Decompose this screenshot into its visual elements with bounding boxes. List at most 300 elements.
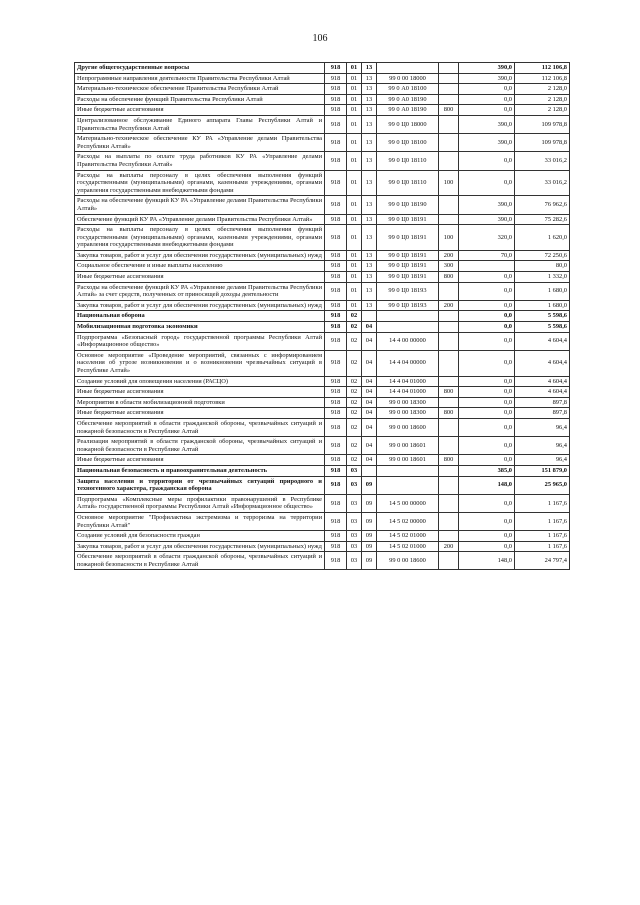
row-subsection-cell: 04 xyxy=(362,387,377,398)
row-subsection-cell: 13 xyxy=(362,261,377,272)
row-subsection-cell: 13 xyxy=(362,196,377,214)
row-subsection-cell: 09 xyxy=(362,531,377,542)
row-amount-2-cell: 72 250,6 xyxy=(515,250,570,261)
row-amount-2-cell: 1 167,6 xyxy=(515,541,570,552)
row-expense-type-cell: 200 xyxy=(439,541,459,552)
row-grbs-cell: 918 xyxy=(325,73,347,84)
row-target-article-cell: 99 0 Ц0 18000 xyxy=(377,115,439,133)
row-subsection-cell: 09 xyxy=(362,552,377,570)
row-grbs-cell: 918 xyxy=(325,387,347,398)
row-amount-1-cell: 70,0 xyxy=(459,250,515,261)
row-amount-1-cell: 390,0 xyxy=(459,214,515,225)
row-target-article-cell: 14 5 02 01000 xyxy=(377,541,439,552)
row-subsection-cell: 04 xyxy=(362,322,377,333)
row-expense-type-cell xyxy=(439,397,459,408)
row-amount-1-cell: 148,0 xyxy=(459,552,515,570)
row-section-cell: 02 xyxy=(347,437,362,455)
row-expense-type-cell xyxy=(439,332,459,350)
row-amount-1-cell: 385,0 xyxy=(459,465,515,476)
row-section-cell: 02 xyxy=(347,350,362,376)
table-row xyxy=(75,465,570,476)
row-name-cell: Централизованное обслуживание Единого аппарата Главы Республики Алтай и Правительства Республики Алтай xyxy=(75,115,325,133)
row-section-cell: 01 xyxy=(347,214,362,225)
row-grbs-cell: 918 xyxy=(325,476,347,494)
table-row xyxy=(75,531,570,542)
page-number: 106 xyxy=(312,33,328,44)
row-name-cell: Обеспечение мероприятий в области гражданской обороны, чрезвычайных ситуаций и пожарной безопасности в Республике Алтай xyxy=(75,418,325,436)
row-amount-2-cell: 897,8 xyxy=(515,397,570,408)
row-section-cell: 01 xyxy=(347,115,362,133)
row-section-cell: 01 xyxy=(347,73,362,84)
row-section-cell: 02 xyxy=(347,311,362,322)
row-section-cell: 03 xyxy=(347,476,362,494)
row-name-cell: Закупка товаров, работ и услуг для обеспечения государственных (муниципальных) нужд xyxy=(75,541,325,552)
row-grbs-cell: 918 xyxy=(325,170,347,196)
row-section-cell: 02 xyxy=(347,397,362,408)
row-target-article-cell: 99 0 Ц0 18193 xyxy=(377,282,439,300)
row-expense-type-cell xyxy=(439,214,459,225)
row-section-cell: 01 xyxy=(347,250,362,261)
row-target-article-cell: 99 0 Ц0 18110 xyxy=(377,152,439,170)
row-expense-type-cell: 800 xyxy=(439,455,459,466)
row-grbs-cell: 918 xyxy=(325,512,347,530)
row-name-cell: Расходы на выплаты персоналу в целях обеспечения выполнения функций государственными (муниципальными) органами, казенными учреждениями, органами управления государственными внебюджетными фондами xyxy=(75,225,325,251)
row-amount-2-cell: 25 965,0 xyxy=(515,476,570,494)
row-name-cell: Расходы на выплаты персоналу в целях обеспечения выполнения функций государственными (муниципальными) органами, казенными учреждениями, органами управления государственными внебюджетными фондами xyxy=(75,170,325,196)
row-expense-type-cell xyxy=(439,84,459,95)
row-amount-1-cell: 0,0 xyxy=(459,311,515,322)
row-section-cell: 01 xyxy=(347,152,362,170)
row-amount-1-cell: 0,0 xyxy=(459,541,515,552)
row-target-article-cell xyxy=(377,465,439,476)
row-name-cell: Расходы на обеспечение функций КУ РА «Управление делами Правительства Республики Алтай» за счет средств, полученных от приносящей доходы деятельности xyxy=(75,282,325,300)
row-amount-2-cell: 75 282,6 xyxy=(515,214,570,225)
row-section-cell: 01 xyxy=(347,225,362,251)
row-amount-1-cell: 0,0 xyxy=(459,455,515,466)
row-section-cell: 01 xyxy=(347,105,362,116)
row-name-cell: Обеспечение мероприятий в области гражданской обороны, чрезвычайных ситуаций и пожарной безопасности в Республике Алтай xyxy=(75,552,325,570)
row-target-article-cell: 99 0 Ц0 18193 xyxy=(377,300,439,311)
row-amount-2-cell: 151 879,0 xyxy=(515,465,570,476)
row-subsection-cell: 13 xyxy=(362,282,377,300)
row-grbs-cell: 918 xyxy=(325,494,347,512)
row-target-article-cell xyxy=(377,63,439,74)
row-grbs-cell: 918 xyxy=(325,350,347,376)
row-subsection-cell: 04 xyxy=(362,455,377,466)
row-amount-2-cell: 4 604,4 xyxy=(515,350,570,376)
row-grbs-cell: 918 xyxy=(325,397,347,408)
row-section-cell: 01 xyxy=(347,170,362,196)
row-subsection-cell xyxy=(362,465,377,476)
row-amount-1-cell: 0,0 xyxy=(459,531,515,542)
row-name-cell: Иные бюджетные ассигнования xyxy=(75,408,325,419)
row-subsection-cell: 09 xyxy=(362,476,377,494)
row-grbs-cell: 918 xyxy=(325,152,347,170)
row-expense-type-cell: 800 xyxy=(439,272,459,283)
row-name-cell: Основное мероприятие "Профилактика экстремизма и терроризма на территории Республики Алтай" xyxy=(75,512,325,530)
row-amount-2-cell: 1 680,0 xyxy=(515,300,570,311)
table-row xyxy=(75,476,570,494)
row-amount-2-cell: 1 167,6 xyxy=(515,512,570,530)
row-amount-2-cell: 1 620,0 xyxy=(515,225,570,251)
row-subsection-cell: 13 xyxy=(362,214,377,225)
row-expense-type-cell xyxy=(439,437,459,455)
row-expense-type-cell: 800 xyxy=(439,408,459,419)
row-expense-type-cell xyxy=(439,282,459,300)
row-name-cell: Национальная безопасность и правоохранительная деятельность xyxy=(75,465,325,476)
row-target-article-cell: 99 0 Ц0 18191 xyxy=(377,250,439,261)
row-amount-2-cell: 4 604,4 xyxy=(515,376,570,387)
row-name-cell: Расходы на выплаты по оплате труда работников КУ РА «Управление делами Правительства Республики Алтай» xyxy=(75,152,325,170)
row-subsection-cell: 09 xyxy=(362,494,377,512)
row-target-article-cell: 99 0 А0 18100 xyxy=(377,84,439,95)
row-amount-1-cell: 0,0 xyxy=(459,332,515,350)
row-grbs-cell: 918 xyxy=(325,63,347,74)
row-name-cell: Материально-техническое обеспечение Правительства Республики Алтай xyxy=(75,84,325,95)
row-section-cell: 03 xyxy=(347,531,362,542)
row-target-article-cell xyxy=(377,311,439,322)
row-subsection-cell: 13 xyxy=(362,250,377,261)
row-subsection-cell: 09 xyxy=(362,541,377,552)
row-expense-type-cell xyxy=(439,465,459,476)
row-expense-type-cell: 800 xyxy=(439,387,459,398)
row-expense-type-cell: 300 xyxy=(439,261,459,272)
row-name-cell: Непрограммные направления деятельности Правительства Республики Алтай xyxy=(75,73,325,84)
row-section-cell: 02 xyxy=(347,332,362,350)
row-amount-2-cell: 1 680,0 xyxy=(515,282,570,300)
row-section-cell: 01 xyxy=(347,196,362,214)
row-subsection-cell: 09 xyxy=(362,512,377,530)
row-name-cell: Иные бюджетные ассигнования xyxy=(75,387,325,398)
row-expense-type-cell: 200 xyxy=(439,300,459,311)
row-subsection-cell: 13 xyxy=(362,300,377,311)
row-section-cell: 02 xyxy=(347,322,362,333)
row-section-cell: 02 xyxy=(347,455,362,466)
table-row xyxy=(75,397,570,408)
row-target-article-cell xyxy=(377,476,439,494)
row-subsection-cell: 13 xyxy=(362,152,377,170)
row-amount-1-cell: 390,0 xyxy=(459,134,515,152)
row-amount-1-cell: 390,0 xyxy=(459,196,515,214)
row-subsection-cell: 13 xyxy=(362,115,377,133)
row-amount-1-cell: 0,0 xyxy=(459,152,515,170)
table-row xyxy=(75,418,570,436)
row-amount-2-cell: 1 167,6 xyxy=(515,531,570,542)
row-expense-type-cell xyxy=(439,494,459,512)
row-subsection-cell: 04 xyxy=(362,397,377,408)
row-target-article-cell: 14 5 02 00000 xyxy=(377,512,439,530)
row-grbs-cell: 918 xyxy=(325,282,347,300)
row-amount-1-cell: 0,0 xyxy=(459,494,515,512)
row-amount-2-cell: 109 978,8 xyxy=(515,134,570,152)
row-amount-2-cell: 33 016,2 xyxy=(515,170,570,196)
row-section-cell: 01 xyxy=(347,272,362,283)
row-name-cell: Защита населения и территории от чрезвычайных ситуаций природного и техногенного характера, гражданская оборона xyxy=(75,476,325,494)
row-expense-type-cell xyxy=(439,196,459,214)
row-grbs-cell: 918 xyxy=(325,311,347,322)
row-name-cell: Подпрограмма «Комплексные меры профилактики правонарушений в Республике Алтай» государственной программы Республики Алтай «Информационное общество» xyxy=(75,494,325,512)
row-amount-1-cell: 0,0 xyxy=(459,397,515,408)
row-amount-1-cell: 320,0 xyxy=(459,225,515,251)
row-amount-2-cell: 2 128,0 xyxy=(515,105,570,116)
table-row xyxy=(75,134,570,152)
row-amount-1-cell: 0,0 xyxy=(459,512,515,530)
row-target-article-cell: 99 0 Ц0 18190 xyxy=(377,196,439,214)
row-expense-type-cell xyxy=(439,115,459,133)
row-target-article-cell: 99 0 00 18600 xyxy=(377,552,439,570)
row-name-cell: Социальное обеспечение и иные выплаты населению xyxy=(75,261,325,272)
row-expense-type-cell xyxy=(439,552,459,570)
row-grbs-cell: 918 xyxy=(325,541,347,552)
table-row xyxy=(75,350,570,376)
row-name-cell: Материально-техническое обеспечение КУ РА «Управление делами Правительства Республики Алтай» xyxy=(75,134,325,152)
row-amount-2-cell: 2 128,0 xyxy=(515,84,570,95)
row-expense-type-cell xyxy=(439,512,459,530)
row-target-article-cell: 99 0 00 18000 xyxy=(377,73,439,84)
table-row xyxy=(75,300,570,311)
row-expense-type-cell: 100 xyxy=(439,225,459,251)
row-expense-type-cell xyxy=(439,322,459,333)
row-target-article-cell: 99 0 00 18601 xyxy=(377,437,439,455)
row-target-article-cell: 99 0 00 18300 xyxy=(377,408,439,419)
row-amount-1-cell: 390,0 xyxy=(459,73,515,84)
row-subsection-cell: 13 xyxy=(362,105,377,116)
row-target-article-cell: 99 0 А0 18190 xyxy=(377,94,439,105)
table-row xyxy=(75,282,570,300)
table-row xyxy=(75,115,570,133)
row-name-cell: Расходы на обеспечение функций КУ РА «Управление делами Правительства Республики Алтай» xyxy=(75,196,325,214)
row-amount-1-cell: 390,0 xyxy=(459,63,515,74)
row-expense-type-cell xyxy=(439,376,459,387)
row-subsection-cell: 13 xyxy=(362,94,377,105)
row-amount-1-cell: 0,0 xyxy=(459,272,515,283)
row-amount-2-cell: 112 106,8 xyxy=(515,63,570,74)
row-section-cell: 03 xyxy=(347,512,362,530)
row-grbs-cell: 918 xyxy=(325,332,347,350)
row-expense-type-cell xyxy=(439,134,459,152)
row-amount-2-cell: 5 598,6 xyxy=(515,322,570,333)
row-grbs-cell: 918 xyxy=(325,531,347,542)
row-target-article-cell: 99 0 Ц0 18110 xyxy=(377,170,439,196)
row-name-cell: Расходы на обеспечение функций Правительства Республики Алтай xyxy=(75,94,325,105)
row-grbs-cell: 918 xyxy=(325,196,347,214)
row-name-cell: Создание условий для оповещения населения (РАСЦО) xyxy=(75,376,325,387)
row-grbs-cell: 918 xyxy=(325,376,347,387)
row-amount-2-cell: 1 167,6 xyxy=(515,494,570,512)
row-section-cell: 03 xyxy=(347,494,362,512)
table-row xyxy=(75,494,570,512)
row-name-cell: Основное мероприятие «Проведение мероприятий, связанных с информированием населения об угрозе возникновения и о возникновении чрезвычайных ситуаций в Республике Алтай» xyxy=(75,350,325,376)
row-grbs-cell: 918 xyxy=(325,94,347,105)
row-name-cell: Другие общегосударственные вопросы xyxy=(75,63,325,74)
row-amount-1-cell: 0,0 xyxy=(459,170,515,196)
row-subsection-cell xyxy=(362,311,377,322)
row-name-cell: Иные бюджетные ассигнования xyxy=(75,105,325,116)
row-section-cell: 03 xyxy=(347,465,362,476)
row-subsection-cell: 04 xyxy=(362,437,377,455)
row-grbs-cell: 918 xyxy=(325,437,347,455)
table-row xyxy=(75,541,570,552)
row-amount-2-cell: 897,8 xyxy=(515,408,570,419)
row-amount-1-cell: 0,0 xyxy=(459,282,515,300)
table-row xyxy=(75,152,570,170)
row-amount-1-cell: 0,0 xyxy=(459,350,515,376)
row-target-article-cell: 14 5 00 00000 xyxy=(377,494,439,512)
table-row xyxy=(75,94,570,105)
row-amount-1-cell xyxy=(459,261,515,272)
row-subsection-cell: 13 xyxy=(362,134,377,152)
row-section-cell: 01 xyxy=(347,134,362,152)
row-amount-1-cell: 0,0 xyxy=(459,322,515,333)
row-grbs-cell: 918 xyxy=(325,465,347,476)
row-amount-2-cell: 96,4 xyxy=(515,418,570,436)
row-target-article-cell xyxy=(377,322,439,333)
row-subsection-cell: 13 xyxy=(362,84,377,95)
row-section-cell: 01 xyxy=(347,84,362,95)
row-expense-type-cell xyxy=(439,311,459,322)
row-name-cell: Создание условий для безопасности граждан xyxy=(75,531,325,542)
row-section-cell: 01 xyxy=(347,261,362,272)
row-grbs-cell: 918 xyxy=(325,322,347,333)
budget-table-body xyxy=(75,63,570,570)
row-subsection-cell: 04 xyxy=(362,332,377,350)
budget-table xyxy=(74,62,570,570)
table-row xyxy=(75,512,570,530)
row-section-cell: 03 xyxy=(347,541,362,552)
row-target-article-cell: 99 0 00 18600 xyxy=(377,418,439,436)
row-grbs-cell: 918 xyxy=(325,84,347,95)
row-expense-type-cell xyxy=(439,531,459,542)
table-row xyxy=(75,73,570,84)
row-target-article-cell: 14 4 04 01000 xyxy=(377,387,439,398)
row-section-cell: 02 xyxy=(347,408,362,419)
row-section-cell: 02 xyxy=(347,418,362,436)
table-row xyxy=(75,332,570,350)
row-grbs-cell: 918 xyxy=(325,261,347,272)
row-subsection-cell: 04 xyxy=(362,350,377,376)
row-grbs-cell: 918 xyxy=(325,225,347,251)
row-target-article-cell: 99 0 Ц0 18191 xyxy=(377,261,439,272)
row-grbs-cell: 918 xyxy=(325,250,347,261)
row-amount-1-cell: 148,0 xyxy=(459,476,515,494)
row-expense-type-cell xyxy=(439,73,459,84)
table-row xyxy=(75,214,570,225)
row-amount-2-cell: 4 604,4 xyxy=(515,387,570,398)
row-target-article-cell: 99 0 Ц0 18100 xyxy=(377,134,439,152)
row-subsection-cell: 13 xyxy=(362,225,377,251)
row-name-cell: Мероприятия в области мобилизационной подготовки xyxy=(75,397,325,408)
row-amount-2-cell: 109 978,8 xyxy=(515,115,570,133)
row-section-cell: 01 xyxy=(347,63,362,74)
table-row xyxy=(75,387,570,398)
row-target-article-cell: 99 0 Ц0 18191 xyxy=(377,225,439,251)
table-row xyxy=(75,437,570,455)
row-amount-1-cell: 0,0 xyxy=(459,84,515,95)
row-expense-type-cell: 200 xyxy=(439,250,459,261)
row-amount-2-cell: 80,0 xyxy=(515,261,570,272)
row-section-cell: 01 xyxy=(347,94,362,105)
table-row xyxy=(75,63,570,74)
row-name-cell: Обеспечение функций КУ РА «Управление делами Правительства Республики Алтай» xyxy=(75,214,325,225)
row-target-article-cell: 14 4 04 01000 xyxy=(377,376,439,387)
row-target-article-cell: 99 0 А0 18190 xyxy=(377,105,439,116)
table-row xyxy=(75,196,570,214)
row-amount-1-cell: 0,0 xyxy=(459,376,515,387)
row-amount-1-cell: 0,0 xyxy=(459,105,515,116)
row-amount-2-cell: 4 604,4 xyxy=(515,332,570,350)
row-name-cell: Иные бюджетные ассигнования xyxy=(75,455,325,466)
table-row xyxy=(75,170,570,196)
row-grbs-cell: 918 xyxy=(325,115,347,133)
row-expense-type-cell xyxy=(439,152,459,170)
row-amount-1-cell: 0,0 xyxy=(459,437,515,455)
table-row xyxy=(75,272,570,283)
row-name-cell: Национальная оборона xyxy=(75,311,325,322)
row-section-cell: 03 xyxy=(347,552,362,570)
row-amount-1-cell: 0,0 xyxy=(459,387,515,398)
table-row xyxy=(75,311,570,322)
row-subsection-cell: 04 xyxy=(362,408,377,419)
row-grbs-cell: 918 xyxy=(325,455,347,466)
row-subsection-cell: 13 xyxy=(362,170,377,196)
table-row xyxy=(75,250,570,261)
row-name-cell: Закупка товаров, работ и услуг для обеспечения государственных (муниципальных) нужд xyxy=(75,300,325,311)
table-row xyxy=(75,455,570,466)
row-target-article-cell: 14 5 02 01000 xyxy=(377,531,439,542)
row-grbs-cell: 918 xyxy=(325,552,347,570)
row-amount-2-cell: 96,4 xyxy=(515,437,570,455)
row-amount-2-cell: 1 332,0 xyxy=(515,272,570,283)
row-expense-type-cell xyxy=(439,350,459,376)
table-row xyxy=(75,408,570,419)
row-amount-1-cell: 390,0 xyxy=(459,115,515,133)
row-expense-type-cell: 800 xyxy=(439,105,459,116)
table-row xyxy=(75,225,570,251)
row-amount-1-cell: 0,0 xyxy=(459,300,515,311)
row-grbs-cell: 918 xyxy=(325,408,347,419)
row-expense-type-cell xyxy=(439,418,459,436)
row-grbs-cell: 918 xyxy=(325,418,347,436)
row-subsection-cell: 13 xyxy=(362,73,377,84)
row-name-cell: Иные бюджетные ассигнования xyxy=(75,272,325,283)
row-section-cell: 01 xyxy=(347,300,362,311)
row-name-cell: Мобилизационная подготовка экономики xyxy=(75,322,325,333)
table-row xyxy=(75,376,570,387)
row-amount-2-cell: 112 106,8 xyxy=(515,73,570,84)
row-name-cell: Закупка товаров, работ и услуг для обеспечения государственных (муниципальных) нужд xyxy=(75,250,325,261)
row-amount-2-cell: 24 797,4 xyxy=(515,552,570,570)
row-subsection-cell: 13 xyxy=(362,272,377,283)
row-section-cell: 01 xyxy=(347,282,362,300)
row-target-article-cell: 14 4 04 00000 xyxy=(377,350,439,376)
row-subsection-cell: 04 xyxy=(362,418,377,436)
table-row xyxy=(75,105,570,116)
row-amount-2-cell: 76 962,6 xyxy=(515,196,570,214)
row-expense-type-cell xyxy=(439,63,459,74)
row-expense-type-cell: 100 xyxy=(439,170,459,196)
row-section-cell: 02 xyxy=(347,376,362,387)
row-amount-2-cell: 2 128,0 xyxy=(515,94,570,105)
row-amount-2-cell: 5 598,6 xyxy=(515,311,570,322)
row-target-article-cell: 14 4 00 00000 xyxy=(377,332,439,350)
row-target-article-cell: 99 0 00 18300 xyxy=(377,397,439,408)
row-name-cell: Подпрограмма «Безопасный город» государственной программы Республики Алтай «Информационное общество» xyxy=(75,332,325,350)
row-grbs-cell: 918 xyxy=(325,272,347,283)
row-subsection-cell: 13 xyxy=(362,63,377,74)
row-subsection-cell: 04 xyxy=(362,376,377,387)
row-expense-type-cell xyxy=(439,94,459,105)
row-amount-1-cell: 0,0 xyxy=(459,408,515,419)
